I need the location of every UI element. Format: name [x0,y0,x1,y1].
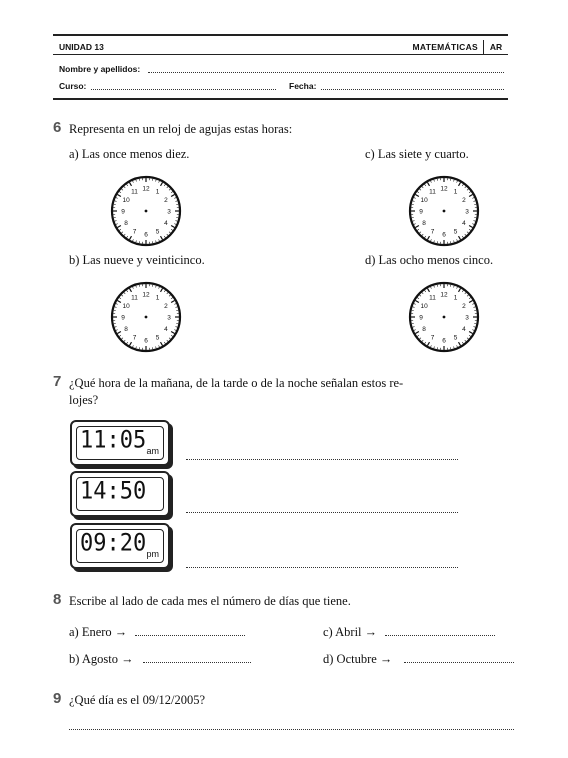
clock-number: 11 [429,188,436,196]
clock-number: 9 [121,208,125,216]
exercise-9-number: 9 [53,690,62,707]
clock-number: 10 [420,303,428,310]
clock-number: 11 [131,188,138,196]
exercise-7-number: 7 [53,373,62,390]
exercise-8-item-a: a) Enero → [69,625,128,639]
clock-center-dot [443,316,446,319]
answer-line-7-2[interactable] [186,511,458,513]
exercise-8-item-d: d) Octubre → [323,652,393,666]
clock-number: 2 [462,197,466,204]
clock-number: 1 [155,294,160,302]
answer-line-7-1[interactable] [186,458,458,460]
date-field[interactable] [321,81,504,90]
course-label: Curso: [59,81,87,91]
exercise-8-item-c: c) Abril → [323,625,378,639]
header-top-row [53,40,508,55]
clock-number: 4 [462,220,466,227]
digital-clock-1-suffix: am [146,446,159,456]
digital-clock-3 [70,523,170,569]
clock-number: 7 [132,228,137,236]
digital-clock-1-time: 11:05 [80,426,147,455]
exercise-6-item-c: c) Las siete y cuarto. [365,147,469,161]
clock-number: 12 [440,291,448,299]
clock-center-dot [145,210,148,213]
clock-number: 11 [429,294,436,302]
clock-number: 6 [442,231,446,239]
clock-number: 6 [442,337,446,345]
name-label: Nombre y apellidos: [59,64,141,74]
digital-clock-3-suffix: pm [146,549,159,559]
exercise-6-item-a: a) Las once menos diez. [69,147,190,161]
clock-number: 12 [440,185,448,193]
clock-number: 1 [155,188,160,196]
clock-number: 11 [131,294,138,302]
clock-number: 9 [121,314,125,322]
clock-number: 6 [144,231,148,239]
course-field[interactable] [91,81,276,90]
clock-number: 8 [422,326,426,333]
analog-clock-c[interactable] [406,173,482,249]
clock-number: 5 [453,228,458,236]
clock-number: 5 [155,334,160,342]
exercise-7-prompt-line2: lojes? [69,393,99,407]
name-field[interactable] [148,64,504,73]
exercise-9-prompt: ¿Qué día es el 09/12/2005? [69,693,206,707]
exercise-7-prompt [69,375,469,409]
unit-label: UNIDAD 13 [59,42,104,52]
exercise-7-prompt-line1: ¿Qué hora de la mañana, de la tarde o de la noche señalan estos re- [69,376,404,390]
exercise-6-item-b: b) Las nueve y veinticinco. [69,253,205,267]
answer-line-8-c[interactable] [385,634,495,636]
digital-clock-2-time: 14:50 [80,477,147,506]
level-code: AR [483,40,508,54]
clock-number: 2 [462,303,466,310]
clock-number: 4 [164,326,168,333]
clock-number: 4 [164,220,168,227]
clock-number: 9 [419,314,423,322]
clock-center-dot [145,316,148,319]
clock-number: 8 [422,220,426,227]
answer-line-8-a[interactable] [135,634,245,636]
clock-number: 10 [420,197,428,204]
exercise-8-item-b: b) Agosto → [69,652,134,666]
clock-number: 2 [164,197,168,204]
date-label: Fecha: [289,81,317,91]
clock-number: 5 [453,334,458,342]
clock-number: 7 [430,228,435,236]
clock-number: 1 [453,294,458,302]
digital-clock-2 [70,471,170,517]
digital-clock-3-time: 09:20 [80,529,147,558]
exercise-8-number: 8 [53,591,62,608]
clock-number: 5 [155,228,160,236]
clock-number: 3 [167,314,171,322]
analog-clock-b[interactable] [108,279,184,355]
clock-number: 7 [430,334,435,342]
clock-number: 8 [124,220,128,227]
clock-number: 1 [453,188,458,196]
exercise-8-prompt: Escribe al lado de cada mes el número de días que tiene. [69,594,351,608]
analog-clock-d[interactable] [406,279,482,355]
clock-number: 12 [142,291,150,299]
clock-number: 8 [124,326,128,333]
clock-number: 12 [142,185,150,193]
clock-number: 9 [419,208,423,216]
subject-label: MATEMÁTICAS [412,42,478,52]
clock-number: 6 [144,337,148,345]
clock-number: 2 [164,303,168,310]
answer-line-7-3[interactable] [186,566,458,568]
exercise-6-item-d: d) Las ocho menos cinco. [365,253,494,267]
exercise-6-number: 6 [53,119,62,136]
clock-number: 4 [462,326,466,333]
clock-center-dot [443,210,446,213]
clock-number: 10 [122,303,130,310]
clock-number: 10 [122,197,130,204]
analog-clock-a[interactable] [108,173,184,249]
clock-number: 3 [167,208,171,216]
answer-line-8-b[interactable] [143,661,251,663]
exercise-6-prompt: Representa en un reloj de agujas estas horas: [69,122,293,136]
answer-line-8-d[interactable] [404,661,514,663]
digital-clock-1 [70,420,170,466]
clock-number: 7 [132,334,137,342]
answer-line-9[interactable] [69,728,514,730]
clock-number: 3 [465,208,469,216]
worksheet-header [53,34,508,100]
clock-number: 3 [465,314,469,322]
